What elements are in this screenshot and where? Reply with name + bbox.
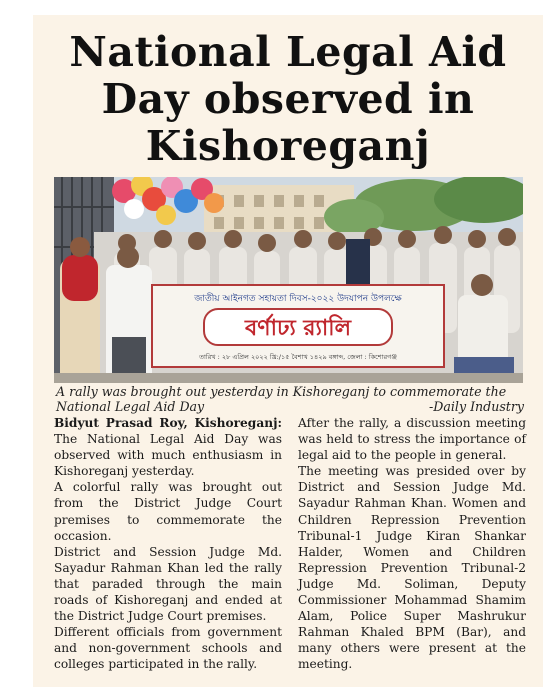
banner-line-3: তারিখ : ২৮ এপ্রিল ২০২২ খ্রি:/১৫ বৈশাখ ১৪২৯ বঙ্গাব্দ, জেলা : কিশোরগঞ্জ	[199, 353, 397, 361]
paragraph-2: A colorful rally was brought out from the District Judge Court premises to commemorate the occasion.	[54, 480, 282, 543]
paragraph-6: The meeting was presided over by District and Session Judge Md. Sayadur Rahman Khan. Women and Children Repression Prevention Tribunal-1 Judge Kiran Shankar Halder, Women and Children Repression Prevention Tribunal-2 Judge Md. Soliman, Deputy Commissioner Mohammad Shamim Alam, Police Super Mashrukur Rahman Khaled BPM (Bar), and many others were present at the meeting.	[298, 464, 526, 672]
paragraph-4: Different officials from government and non-government schools and colleges participated in the rally.	[54, 625, 282, 672]
article-column-left	[54, 415, 282, 673]
caption-text: A rally was brought out yesterday in Kishoreganj to commemorate the National Legal Aid Day	[56, 384, 507, 414]
banner-main: বর্ণাঢ্য র‍্যালি	[245, 316, 351, 341]
headline-line-2: Day observed in	[101, 75, 475, 123]
article-column-right	[298, 415, 526, 673]
banner-line-1: জাতীয় আইনগত সহায়তা দিবস-২০২২ উদযাপন উপলক্ষে	[194, 294, 402, 304]
headline-line-1: National Legal Aid	[69, 28, 507, 76]
paragraph-1: The National Legal Aid Day was observed with much enthusiasm in Kishoreganj yesterday.	[54, 432, 282, 479]
byline: Bidyut Prasad Roy, Kishoreganj:	[54, 416, 282, 430]
news-clipping	[33, 15, 543, 687]
photo-credit: -Daily Industry	[429, 399, 524, 414]
photo-caption	[56, 384, 524, 414]
headline-line-3: Kishoreganj	[145, 122, 431, 170]
headline	[33, 29, 543, 170]
paragraph-3: District and Session Judge Md. Sayadur Rahman Khan led the rally that paraded through the main roads of Kishoreganj and ended at the District Judge Court premises.	[54, 544, 282, 624]
paragraph-5: After the rally, a discussion meeting was held to stress the importance of legal aid to the people in general.	[298, 416, 526, 463]
rally-photo	[54, 177, 523, 383]
